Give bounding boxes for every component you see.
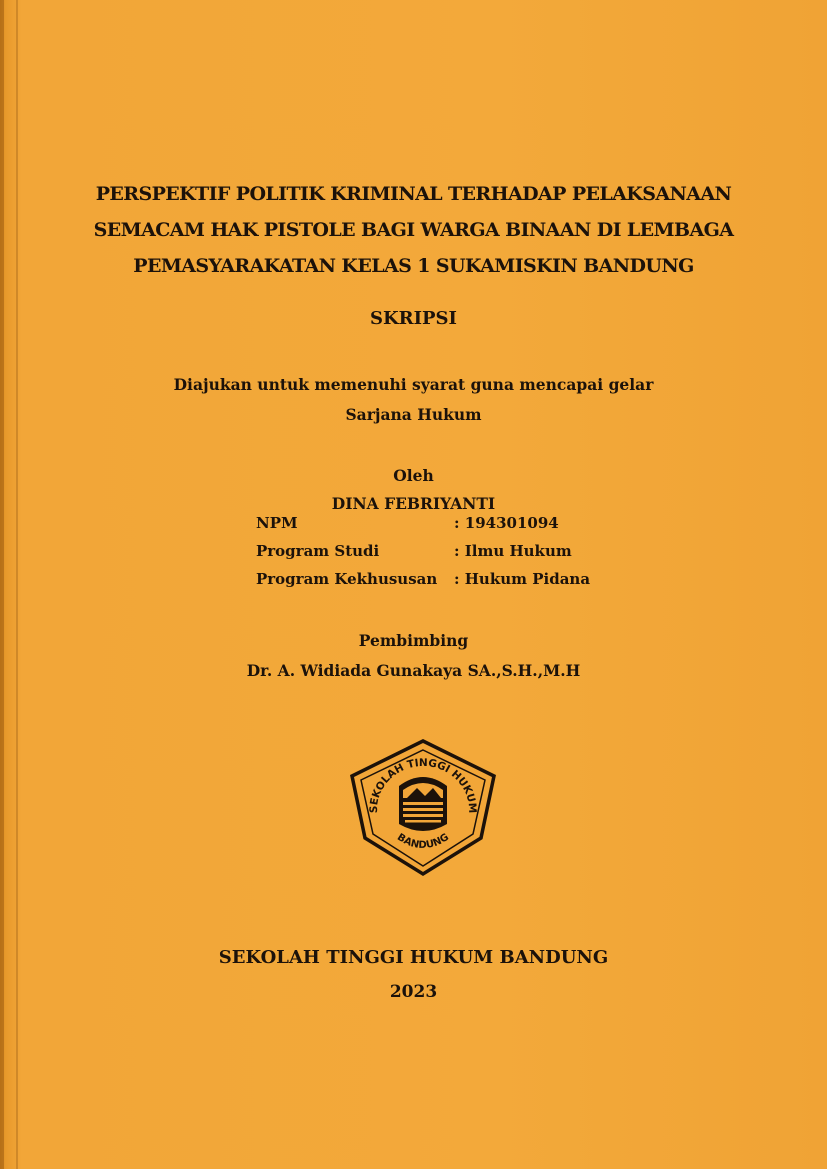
title-line-2: SEMACAM HAK PISTOLE BAGI WARGA BINAAN DI LEMBAGA	[93, 219, 734, 241]
info-value: : 194301094	[454, 514, 559, 532]
info-label: Program Kekhususan	[256, 570, 438, 588]
institution-logo	[347, 738, 499, 878]
info-row-program-studi	[256, 542, 616, 570]
emblem-wave-3	[403, 814, 443, 817]
student-info	[256, 514, 616, 598]
logo-text-bottom: BANDUNG	[395, 831, 451, 852]
title-line-3: PEMASYARAKATAN KELAS 1 SUKAMISKIN BANDUNG	[133, 255, 694, 277]
purpose-line-2: Sarjana Hukum	[345, 405, 482, 424]
purpose-statement	[0, 370, 827, 430]
info-label: Program Studi	[256, 542, 380, 560]
year: 2023	[389, 982, 438, 1002]
author-block	[0, 462, 827, 518]
institution-name: SEKOLAH TINGGI HUKUM BANDUNG	[218, 947, 609, 968]
advisor-block	[0, 626, 827, 686]
advisor-name: Dr. A. Widiada Gunakaya SA.,S.H.,M.H	[246, 661, 581, 680]
advisor-label: Pembimbing	[358, 631, 469, 650]
author-name: DINA FEBRIYANTI	[331, 494, 496, 513]
thesis-title	[0, 176, 827, 284]
info-value: : Hukum Pidana	[454, 570, 591, 588]
info-label: NPM	[256, 514, 298, 532]
logo-emblem	[399, 777, 447, 831]
purpose-line-1: Diajukan untuk memenuhi syarat guna mencapai gelar	[173, 375, 654, 394]
by-label: Oleh	[393, 466, 434, 485]
info-row-program-kekhususan	[256, 570, 616, 598]
emblem-wave-1	[403, 802, 443, 805]
document-type: SKRIPSI	[370, 308, 457, 329]
emblem-wave-4	[405, 820, 441, 823]
info-row-npm	[256, 514, 616, 542]
emblem-wave-2	[403, 808, 443, 811]
logo-text-top: SEKOLAH TINGGI HUKUM	[367, 756, 479, 814]
title-line-1: PERSPEKTIF POLITIK KRIMINAL TERHADAP PELAKSANAAN	[95, 183, 732, 205]
info-value: : Ilmu Hukum	[454, 542, 572, 560]
